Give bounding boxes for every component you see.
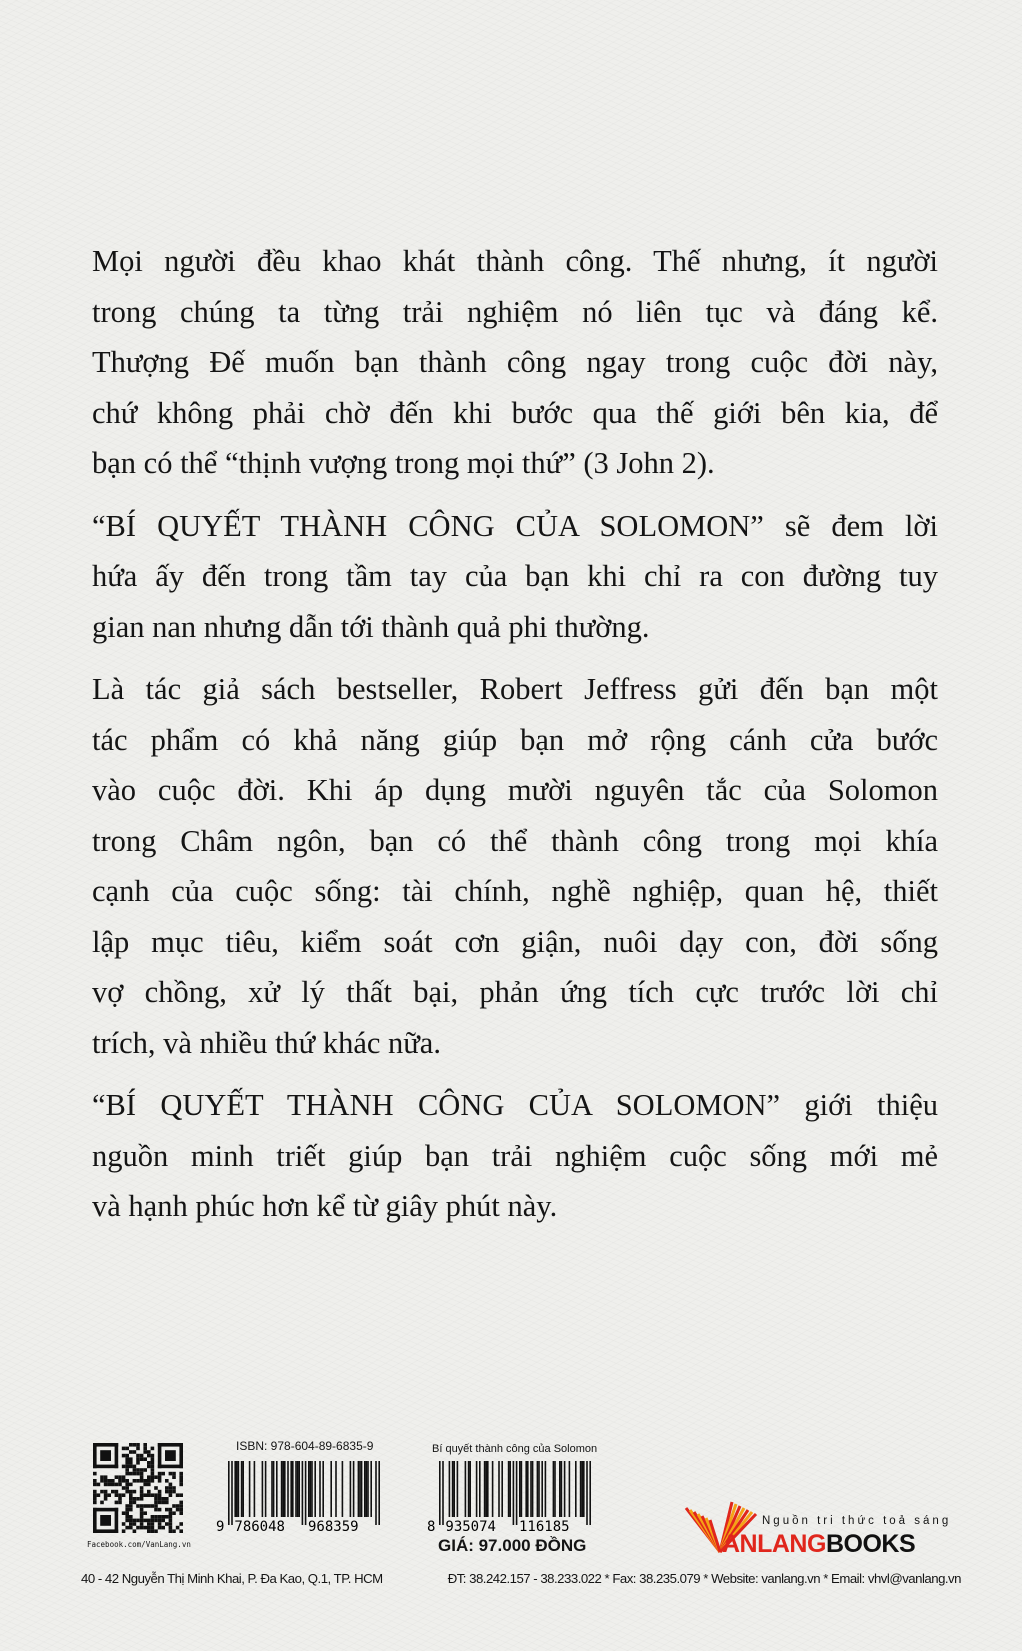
barcode-bar xyxy=(581,1461,583,1517)
barcode-bar xyxy=(554,1461,556,1517)
text-line: trong chúng ta từng trải nghiệm nó liên tục và đáng kể. xyxy=(92,294,938,329)
barcode-bar xyxy=(308,1461,310,1517)
barcode-bar xyxy=(276,1461,278,1517)
barcode-bar xyxy=(282,1461,284,1517)
isbn-barcode xyxy=(214,1461,389,1533)
barcode-bar xyxy=(541,1461,543,1517)
barcode-bar xyxy=(492,1461,494,1517)
publisher-brand: ANLANGBOOKS xyxy=(722,1530,916,1558)
barcode-bar xyxy=(295,1461,297,1517)
barcode-bar xyxy=(537,1461,539,1517)
barcode-bar xyxy=(311,1461,313,1517)
barcode-bar xyxy=(234,1461,236,1517)
qr-code xyxy=(93,1443,183,1533)
barcode-bar xyxy=(575,1461,577,1517)
barcode-bar xyxy=(366,1461,368,1517)
barcode-digits: 9 xyxy=(216,1519,225,1533)
barcode-bar xyxy=(262,1461,264,1517)
paragraph xyxy=(92,664,938,1068)
text-line: tác phẩm có khả năng giúp bạn mở rộng cánh cửa bước xyxy=(92,722,938,757)
barcode-bar xyxy=(241,1461,243,1517)
barcode-digits: 968359 xyxy=(308,1519,359,1533)
barcode-bar xyxy=(476,1461,478,1517)
product-barcode xyxy=(425,1461,600,1533)
barcode-digits: 8 xyxy=(427,1519,436,1533)
barcode-bar xyxy=(561,1461,563,1517)
barcode-bar xyxy=(236,1461,238,1517)
text-line: vợ chồng, xử lý thất bại, phản ứng tích cực trước lời chỉ xyxy=(92,975,938,1009)
barcode-bar xyxy=(273,1461,275,1517)
barcode-bar xyxy=(242,1461,244,1517)
barcode-bar xyxy=(271,1461,273,1517)
barcode-bar xyxy=(359,1461,361,1517)
barcode-bar xyxy=(358,1461,360,1517)
barcode-bar xyxy=(322,1461,324,1517)
barcode-bar xyxy=(314,1461,316,1517)
barcode-bar xyxy=(453,1461,455,1517)
text-line: hứa ấy đến trong tầm tay của bạn khi chỉ ra con đường tuy xyxy=(92,559,938,593)
text-line: “BÍ QUYẾT THÀNH CÔNG CỦA SOLOMON” sẽ đem lời xyxy=(92,508,938,543)
barcode-bar xyxy=(378,1461,380,1525)
barcode-bar xyxy=(367,1461,369,1517)
barcode-bar xyxy=(525,1461,527,1517)
barcode-bar xyxy=(335,1461,337,1517)
barcode-bar xyxy=(370,1461,372,1517)
barcode-bar xyxy=(513,1461,515,1525)
publisher-address-line xyxy=(81,1571,961,1586)
text-line: trích, và nhiều thứ khác nữa. xyxy=(92,1025,441,1060)
barcode-bar xyxy=(238,1461,240,1517)
barcode-bar xyxy=(302,1461,304,1525)
barcode-bar xyxy=(527,1461,529,1517)
text-line: trong Châm ngôn, bạn có thể thành công trong mọi khía xyxy=(92,823,938,858)
barcode-bar xyxy=(509,1461,511,1517)
barcode-bar xyxy=(319,1461,321,1517)
barcode-bar xyxy=(479,1461,481,1517)
barcode-bar xyxy=(298,1461,300,1517)
barcode-bar xyxy=(487,1461,489,1517)
barcode-bar xyxy=(254,1461,256,1517)
barcode-bar xyxy=(292,1461,294,1517)
barcode-bar xyxy=(469,1461,471,1517)
barcode-bar xyxy=(501,1461,503,1517)
text-line: Mọi người đều khao khát thành công. Thế nhưng, ít người xyxy=(92,244,938,278)
barcode-bar xyxy=(498,1461,500,1517)
barcode-bar xyxy=(559,1461,561,1517)
barcode-bar xyxy=(284,1461,286,1517)
barcode-bar xyxy=(350,1461,352,1517)
back-cover-description xyxy=(92,236,938,1244)
barcode-bar xyxy=(508,1461,510,1517)
barcode-bar xyxy=(485,1461,487,1517)
barcode-bar xyxy=(564,1461,566,1517)
barcode-bar xyxy=(265,1461,267,1517)
barcode-bar xyxy=(530,1461,532,1517)
barcode-bar xyxy=(457,1461,459,1517)
address: 40 - 42 Nguyễn Thị Minh Khai, P. Đa Kao, Q.1, TP. HCM xyxy=(81,1571,383,1586)
contact-info: ĐT: 38.242.157 - 38.233.022 * Fax: 38.235.079 * Website: vanlang.vn * Email: vhvl@vanlang.vn xyxy=(447,1571,961,1586)
barcode-bar xyxy=(310,1461,312,1517)
barcode-bar xyxy=(442,1461,444,1525)
barcode-bar xyxy=(449,1461,451,1517)
paragraph xyxy=(92,236,938,489)
barcode-bar xyxy=(290,1461,292,1517)
barcode-bar xyxy=(516,1461,518,1525)
barcode-bar xyxy=(580,1461,582,1517)
barcode-bar xyxy=(330,1461,332,1517)
price-label: GIÁ: 97.000 ĐỒNG xyxy=(438,1536,587,1555)
barcode-bar xyxy=(521,1461,523,1517)
barcode-bar xyxy=(364,1461,366,1517)
text-line: lập mục tiêu, kiểm soát cơn giận, nuôi dạy con, đời sống xyxy=(92,924,938,959)
barcode-digits: 786048 xyxy=(234,1519,285,1533)
barcode-bar xyxy=(249,1461,251,1517)
text-line: chứ không phải chờ đến khi bước qua thế giới bên kia, để xyxy=(92,395,938,430)
barcode-bar xyxy=(375,1461,377,1525)
publisher-tagline: Nguồn tri thức toả sáng xyxy=(762,1515,952,1527)
barcode-digits: 116185 xyxy=(519,1519,570,1533)
facebook-link-text: Facebook.com/VanLang.vn xyxy=(87,1540,191,1549)
text-line: vào cuộc đời. Khi áp dụng mười nguyên tắc của Solomon xyxy=(92,773,938,807)
text-line: gian nan nhưng dẫn tới thành quả phi thường. xyxy=(92,609,650,644)
barcode-bar xyxy=(452,1461,454,1517)
barcode-bar xyxy=(569,1461,571,1517)
text-line: bạn có thể “thịnh vượng trong mọi thứ” (3 John 2). xyxy=(92,446,715,480)
barcode-bar xyxy=(287,1461,289,1517)
paragraph xyxy=(92,1080,938,1232)
text-line: Là tác giả sách bestseller, Robert Jeffress gửi đến bạn một xyxy=(92,672,938,706)
barcode-bar xyxy=(281,1461,283,1517)
barcode-bar xyxy=(545,1461,547,1517)
barcode-bar xyxy=(586,1461,588,1525)
barcode-bar xyxy=(361,1461,363,1517)
barcode-bar xyxy=(305,1461,307,1525)
text-line: cạnh của cuộc sống: tài chính, nghề nghiệp, quan hệ, thiết xyxy=(92,874,938,908)
barcode-bar xyxy=(583,1461,585,1517)
book-title-small: Bí quyết thành công của Solomon xyxy=(432,1443,598,1455)
barcode-bar xyxy=(228,1461,230,1525)
barcode-bar xyxy=(589,1461,591,1525)
text-line: nguồn minh triết giúp bạn trải nghiệm cuộc sống mới mẻ xyxy=(92,1138,938,1173)
barcode-bar xyxy=(519,1461,521,1517)
text-line: “BÍ QUYẾT THÀNH CÔNG CỦA SOLOMON” giới thiệu xyxy=(92,1088,938,1122)
barcode-bar xyxy=(468,1461,470,1517)
barcode-bar xyxy=(297,1461,299,1517)
text-line: Thượng Đế muốn bạn thành công ngay trong cuộc đời này, xyxy=(92,345,938,379)
isbn-label: ISBN: 978-604-89-6835-9 xyxy=(236,1439,374,1453)
barcode-bar xyxy=(538,1461,540,1517)
paragraph xyxy=(92,501,938,653)
barcode-digits: 935074 xyxy=(445,1519,496,1533)
barcode-bar xyxy=(342,1461,344,1517)
barcode-bar xyxy=(553,1461,555,1517)
barcode-bar xyxy=(231,1461,233,1525)
barcode-bar xyxy=(484,1461,486,1517)
barcode-bar xyxy=(532,1461,534,1517)
barcode-bar xyxy=(439,1461,441,1525)
text-line: và hạnh phúc hơn kể từ giây phút này. xyxy=(92,1189,558,1223)
barcode-bar xyxy=(465,1461,467,1517)
barcode-bar xyxy=(353,1461,355,1517)
